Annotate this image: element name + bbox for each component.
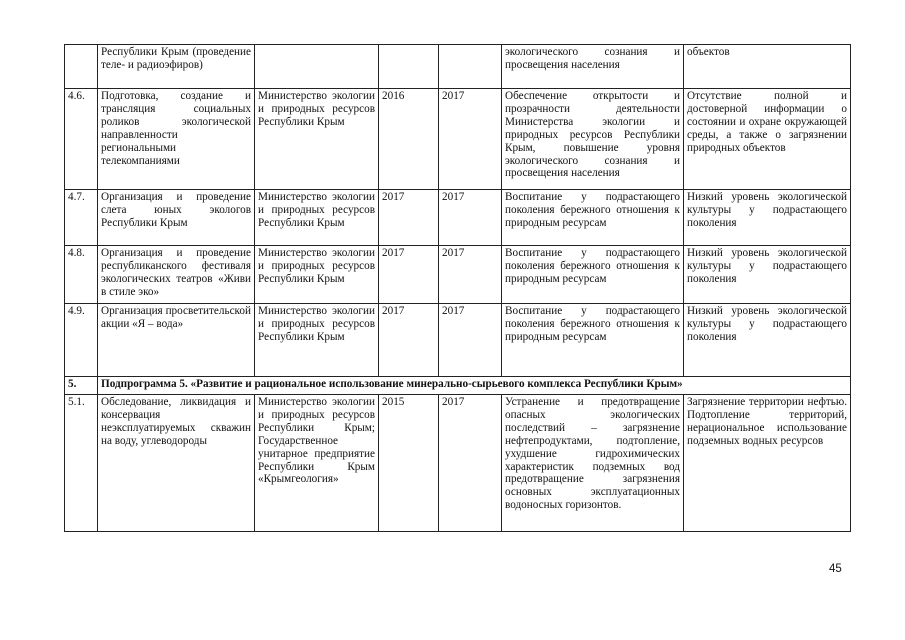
row-number: 5.1. (65, 395, 98, 532)
result-cell: экологического сознания и просвещения населения (502, 45, 684, 89)
table-row (65, 304, 851, 377)
row-number: 4.9. (65, 304, 98, 377)
table-row (65, 395, 851, 532)
row-number: 4.8. (65, 246, 98, 304)
table-row (65, 45, 851, 89)
consequence-cell: объектов (684, 45, 851, 89)
result-cell: Воспитание у подрастающего поколения бережного отношения к природным ресурсам (502, 246, 684, 304)
end-year-cell: 2017 (439, 246, 502, 304)
subprogram-header-row (65, 377, 851, 395)
program-table (64, 44, 851, 532)
executor-cell: Министерство экологии и природных ресурсов Республики Крым (255, 190, 379, 246)
start-year-cell: 2016 (379, 89, 439, 190)
end-year-cell: 2017 (439, 89, 502, 190)
table-row (65, 190, 851, 246)
start-year-cell: 2017 (379, 304, 439, 377)
end-year-cell: 2017 (439, 304, 502, 377)
activity-cell: Организация и проведение слета юных экологов Республики Крым (98, 190, 255, 246)
page-number: 45 (829, 563, 842, 575)
subprogram-number: 5. (65, 377, 98, 395)
subprogram-title: Подпрограмма 5. «Развитие и рациональное использование минерально-сырьевого комплекса Республики Крым» (98, 377, 851, 395)
activity-cell: Подготовка, создание и трансляция социальных роликов экологической направленности региональными телекомпаниями (98, 89, 255, 190)
table-row (65, 89, 851, 190)
result-cell: Обеспечение открытости и прозрачности деятельности Министерства экологии и природных ресурсов Республики Крым, повышение уровня экологического сознания и просвещения населения (502, 89, 684, 190)
result-cell: Устранение и предотвращение опасных экологических последствий – загрязнение нефтепродуктами, подтопление, ухудшение гидрохимических характеристик подземных вод предотвращение загрязнения основных эксплуатационных водоносных горизонтов. (502, 395, 684, 532)
end-year-cell: 2017 (439, 190, 502, 246)
result-cell: Воспитание у подрастающего поколения бережного отношения к природным ресурсам (502, 304, 684, 377)
activity-cell: Республики Крым (проведение теле- и радиоэфиров) (98, 45, 255, 89)
start-year-cell: 2017 (379, 246, 439, 304)
executor-cell: Министерство экологии и природных ресурсов Республики Крым (255, 89, 379, 190)
start-year-cell (379, 45, 439, 89)
row-number (65, 45, 98, 89)
executor-cell: Министерство экологии и природных ресурсов Республики Крым; Государственное унитарное предприятие Республики Крым «Крымгеология» (255, 395, 379, 532)
start-year-cell: 2015 (379, 395, 439, 532)
consequence-cell: Загрязнение территории нефтью. Подтопление территорий, нерациональное использование подземных водных ресурсов (684, 395, 851, 532)
consequence-cell: Отсутствие полной и достоверной информации о состоянии и охране окружающей среды, а также о загрязнении природных объектов (684, 89, 851, 190)
activity-cell: Организация и проведение республиканского фестиваля экологических театров «Живи в стиле эко» (98, 246, 255, 304)
activity-cell: Организация просветительской акции «Я – вода» (98, 304, 255, 377)
row-number: 4.6. (65, 89, 98, 190)
consequence-cell: Низкий уровень экологической культуры у подрастающего поколения (684, 304, 851, 377)
table-row (65, 246, 851, 304)
consequence-cell: Низкий уровень экологической культуры у подрастающего поколения (684, 190, 851, 246)
result-cell: Воспитание у подрастающего поколения бережного отношения к природным ресурсам (502, 190, 684, 246)
executor-cell: Министерство экологии и природных ресурсов Республики Крым (255, 304, 379, 377)
start-year-cell: 2017 (379, 190, 439, 246)
end-year-cell (439, 45, 502, 89)
executor-cell: Министерство экологии и природных ресурсов Республики Крым (255, 246, 379, 304)
executor-cell (255, 45, 379, 89)
row-number: 4.7. (65, 190, 98, 246)
consequence-cell: Низкий уровень экологической культуры у подрастающего поколения (684, 246, 851, 304)
activity-cell: Обследование, ликвидация и консервация неэксплуатируемых скважин на воду, углеводороды (98, 395, 255, 532)
end-year-cell: 2017 (439, 395, 502, 532)
